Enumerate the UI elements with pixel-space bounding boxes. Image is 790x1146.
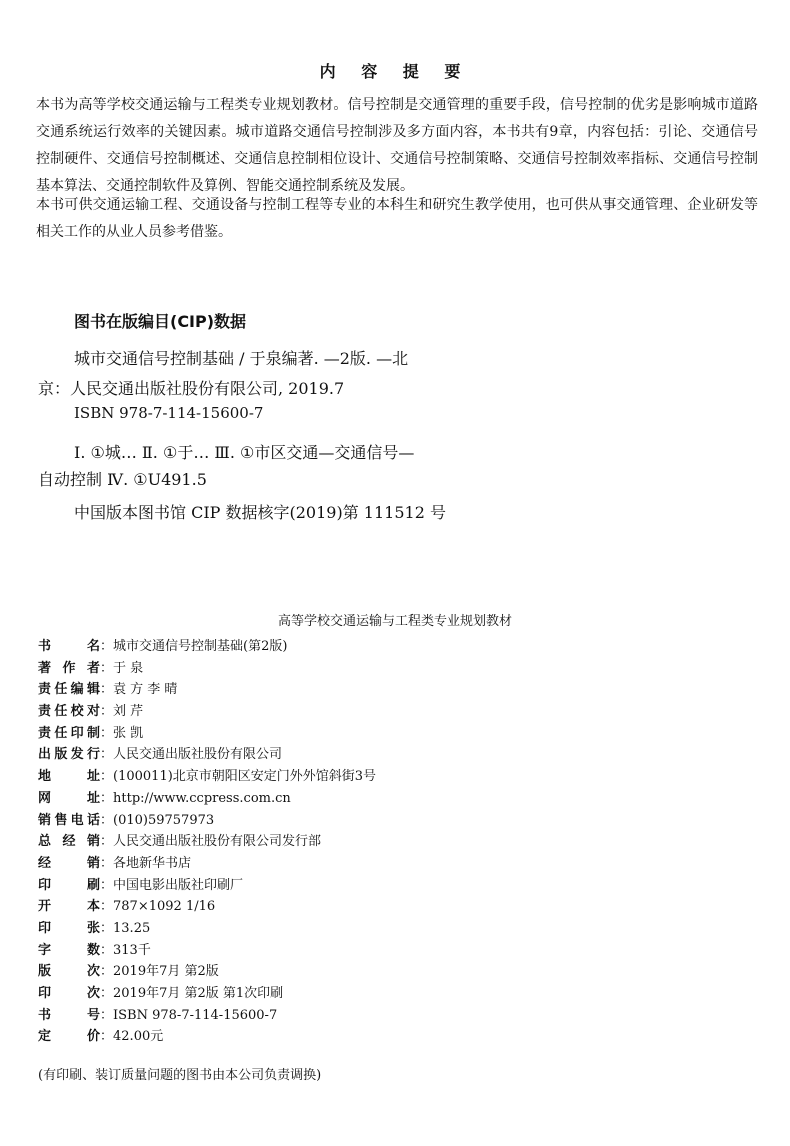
colophon-list	[38, 636, 376, 1048]
summary-paragraph-1: 本书为高等学校交通运输与工程类专业规划教材。信号控制是交通管理的重要手段，信号控制的优劣是影响城市道路交通系统运行效率的关键因素。城市道路交通信号控制涉及多方面内容，本书共有9章，内容包括：引论、交通信号控制硬件、交通信号控制概述、交通信息控制相位设计、交通信号控制策略、交通信号控制效率指标、交通信号控制基本算法、交通控制软件及算例、智能交通控制系统及发展。	[36, 97, 758, 194]
colophon-value: 13.25	[113, 920, 151, 936]
colophon-row: 开本：787×1092 1/16	[38, 896, 376, 918]
summary-heading: 内 容 提 要	[319, 62, 471, 81]
cip-line-6: 中国版本图书馆 CIP 数据核字(2019)第 111512 号	[74, 503, 446, 522]
colophon-row: 书名：城市交通信号控制基础(第2版)	[38, 636, 376, 658]
colophon-row: 责任编辑：袁 方 李 晴	[38, 679, 376, 701]
colophon-value: 2019年7月 第2版	[113, 964, 219, 980]
colophon-row: 责任校对：刘 芹	[38, 701, 376, 723]
colophon-row: 出版发行：人民交通出版社股份有限公司	[38, 744, 376, 766]
colophon-value: 张 凯	[113, 725, 144, 741]
colophon-value: 42.00元	[113, 1029, 164, 1045]
colophon-row: 地址：(100011)北京市朝阳区安定门外外馆斜街3号	[38, 766, 376, 788]
colophon-value: 人民交通出版社股份有限公司发行部	[113, 834, 322, 850]
colophon-label: 责任印制	[38, 725, 100, 741]
colophon-label: 印张	[38, 920, 100, 936]
cip-line-2: 京：人民交通出版社股份有限公司, 2019.7	[38, 379, 345, 398]
colophon-value: 787×1092 1/16	[113, 899, 216, 915]
colophon-value: 刘 芹	[113, 704, 144, 720]
colophon-row: 著作者：于 泉	[38, 658, 376, 680]
cip-line-4: Ⅰ. ①城… Ⅱ. ①于… Ⅲ. ①市区交通—交通信号—	[74, 443, 415, 462]
colophon-row: 网址：http://www.ccpress.com.cn	[38, 788, 376, 810]
colophon-value: 袁 方 李 晴	[113, 682, 178, 698]
colophon-label: 总经销	[38, 834, 100, 850]
colophon-value: 中国电影出版社印刷厂	[113, 877, 244, 893]
quality-note: (有印刷、装订质量问题的图书由本公司负责调换)	[38, 1068, 322, 1083]
colophon-label: 字数	[38, 942, 100, 958]
colophon-value: 313千	[113, 942, 151, 958]
summary-paragraph-2: 本书可供交通运输工程、交通设备与控制工程等专业的本科生和研究生教学使用，也可供从事交通管理、企业研发等相关工作的从业人员参考借鉴。	[36, 197, 758, 240]
colophon-value: 城市交通信号控制基础(第2版)	[113, 639, 288, 654]
colophon-label: 出版发行	[38, 747, 100, 763]
colophon-row: 总经销：人民交通出版社股份有限公司发行部	[38, 831, 376, 853]
colophon-label: 开本	[38, 899, 100, 915]
colophon-label: 版次	[38, 964, 100, 980]
colophon-label: 书名	[38, 639, 100, 654]
colophon-label: 地址	[38, 769, 100, 785]
colophon-label: 著作者	[38, 660, 100, 676]
cip-line-1: 城市交通信号控制基础 / 于泉编著. —2版. —北	[74, 349, 409, 368]
series-title: 高等学校交通运输与工程类专业规划教材	[277, 614, 512, 629]
colophon-value: (010)59757973	[113, 812, 215, 828]
colophon-label: 经销	[38, 855, 100, 871]
colophon-value: http://www.ccpress.com.cn	[113, 790, 291, 806]
cip-heading: 图书在版编目(CIP)数据	[74, 312, 247, 331]
colophon-row: 印刷：中国电影出版社印刷厂	[38, 875, 376, 897]
colophon-label: 印刷	[38, 877, 100, 893]
cip-isbn: ISBN 978-7-114-15600-7	[74, 404, 264, 422]
colophon-label: 网址	[38, 790, 100, 806]
colophon-value: 2019年7月 第2版 第1次印刷	[113, 986, 284, 1001]
colophon-label: 定价	[38, 1029, 100, 1045]
colophon-label: 责任校对	[38, 704, 100, 720]
colophon-label: 销售电话	[38, 812, 100, 828]
colophon-row: 字数：313千	[38, 940, 376, 962]
colophon-value: 于 泉	[113, 660, 144, 676]
colophon-label: 书号	[38, 1007, 100, 1023]
colophon-row: 销售电话：(010)59757973	[38, 810, 376, 832]
colophon-row: 印张：13.25	[38, 918, 376, 940]
colophon-row: 定价：42.00元	[38, 1026, 376, 1048]
cip-line-5: 自动控制 Ⅳ. ①U491.5	[38, 470, 207, 489]
colophon-row: 书号：ISBN 978-7-114-15600-7	[38, 1005, 376, 1027]
colophon-value: 各地新华书店	[113, 855, 192, 871]
colophon-value: (100011)北京市朝阳区安定门外外馆斜街3号	[113, 769, 377, 785]
colophon-label: 责任编辑	[38, 682, 100, 698]
colophon-value: 人民交通出版社股份有限公司	[113, 747, 283, 763]
colophon-value: ISBN 978-7-114-15600-7	[113, 1007, 278, 1023]
colophon-label: 印次	[38, 986, 100, 1001]
colophon-row: 责任印制：张 凯	[38, 723, 376, 745]
colophon-row: 版次：2019年7月 第2版	[38, 961, 376, 983]
colophon-row: 印次：2019年7月 第2版 第1次印刷	[38, 983, 376, 1005]
colophon-row: 经销：各地新华书店	[38, 853, 376, 875]
